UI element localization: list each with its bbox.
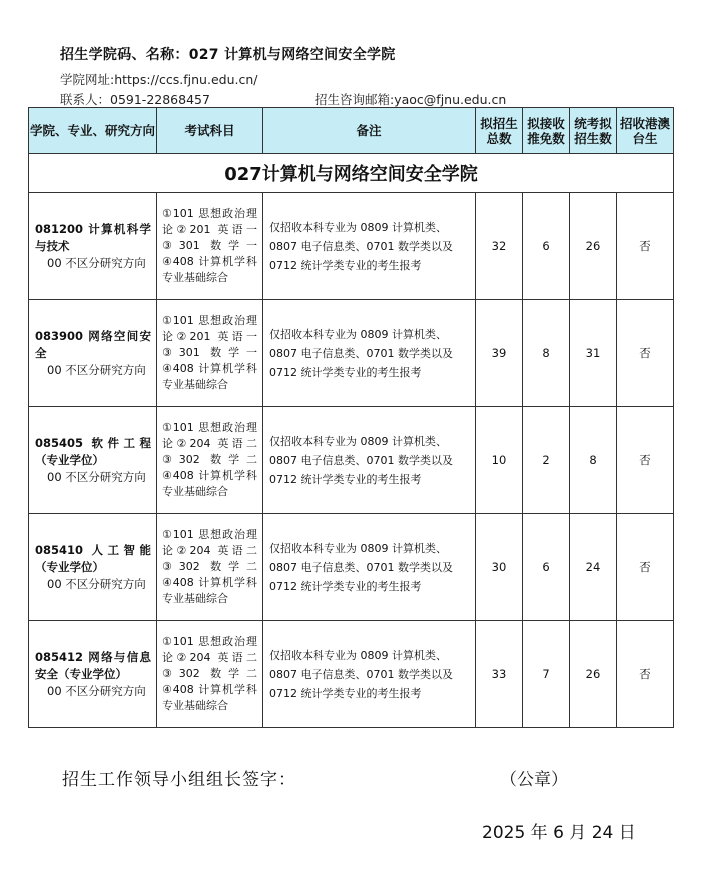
program-cell (29, 300, 157, 407)
seal-label: （公章） (500, 770, 568, 790)
header-unified: 统考拟招生数 (570, 108, 617, 154)
planned-total: 33 (476, 621, 523, 728)
contact-person: 联系人：0591-22868457 (60, 92, 210, 107)
notes: 仅招收本科专业为 0809 计算机类、0807 电子信息类、0701 数学类以及 0712 统计学类专业的考生报考 (263, 407, 476, 514)
hk-macau-tw: 否 (617, 193, 674, 300)
planned-total: 30 (476, 514, 523, 621)
program-code: 081200 计算机科学与技术 (35, 221, 151, 253)
program-code: 085410 人工智能（专业学位） (35, 542, 151, 574)
college-website: 学院网址:https://ccs.fjnu.edu.cn/ (60, 72, 258, 87)
college-heading: 招生学院码、名称：027 计算机与网络空间安全学院 (60, 47, 396, 63)
unified-count: 26 (570, 193, 617, 300)
hk-macau-tw: 否 (617, 300, 674, 407)
exam-subjects: ①101 思想政治理论②204 英语二③302 数学二④408 计算机学科专业基础综合 (157, 514, 263, 621)
table-row (29, 407, 674, 514)
research-direction: 00 不区分研究方向 (47, 469, 146, 484)
header-program: 学院、专业、研究方向 (29, 108, 157, 154)
program-cell (29, 621, 157, 728)
cropped-text-edge (0, 0, 701, 4)
signature-label: 招生工作领导小组组长签字： (62, 770, 296, 790)
exam-subjects: ①101 思想政治理论②204 英语二③302 数学二④408 计算机学科专业基础综合 (157, 621, 263, 728)
table-row (29, 193, 674, 300)
table-header-row (29, 108, 674, 154)
college-row (29, 154, 674, 193)
document-date: 2025 年 6 月 24 日 (482, 823, 636, 843)
header-planned-total: 拟招生总数 (476, 108, 523, 154)
header-subjects: 考试科目 (157, 108, 263, 154)
notes: 仅招收本科专业为 0809 计算机类、0807 电子信息类、0701 数学类以及 0712 统计学类专业的考生报考 (263, 621, 476, 728)
hk-macau-tw: 否 (617, 621, 674, 728)
program-code: 085412 网络与信息安全（专业学位） (35, 649, 151, 681)
research-direction: 00 不区分研究方向 (47, 255, 146, 270)
exam-subjects: ①101 思想政治理论②201 英语一③301 数学一④408 计算机学科专业基础综合 (157, 300, 263, 407)
header-hk-macau-tw: 招收港澳台生 (617, 108, 674, 154)
planned-total: 39 (476, 300, 523, 407)
recommended-count: 2 (523, 407, 570, 514)
hk-macau-tw: 否 (617, 514, 674, 621)
notes: 仅招收本科专业为 0809 计算机类、0807 电子信息类、0701 数学类以及 0712 统计学类专业的考生报考 (263, 300, 476, 407)
research-direction: 00 不区分研究方向 (47, 576, 146, 591)
admission-table (28, 107, 674, 728)
program-cell (29, 407, 157, 514)
unified-count: 8 (570, 407, 617, 514)
recommended-count: 8 (523, 300, 570, 407)
unified-count: 31 (570, 300, 617, 407)
table-row (29, 514, 674, 621)
header-notes: 备注 (263, 108, 476, 154)
planned-total: 10 (476, 407, 523, 514)
research-direction: 00 不区分研究方向 (47, 683, 146, 698)
unified-count: 24 (570, 514, 617, 621)
program-code: 083900 网络空间安全 (35, 328, 151, 360)
header-recommended: 拟接收推免数 (523, 108, 570, 154)
planned-total: 32 (476, 193, 523, 300)
college-name: 027计算机与网络空间安全学院 (29, 154, 674, 193)
program-cell (29, 193, 157, 300)
contact-email: 招生咨询邮箱:yaoc@fjnu.edu.cn (315, 92, 507, 107)
notes: 仅招收本科专业为 0809 计算机类、0807 电子信息类、0701 数学类以及 0712 统计学类专业的考生报考 (263, 514, 476, 621)
hk-macau-tw: 否 (617, 407, 674, 514)
research-direction: 00 不区分研究方向 (47, 362, 146, 377)
recommended-count: 7 (523, 621, 570, 728)
unified-count: 26 (570, 621, 617, 728)
recommended-count: 6 (523, 193, 570, 300)
exam-subjects: ①101 思想政治理论②201 英语一③301 数学一④408 计算机学科专业基础综合 (157, 193, 263, 300)
table-row (29, 300, 674, 407)
program-code: 085405 软件工程（专业学位） (35, 435, 151, 467)
notes: 仅招收本科专业为 0809 计算机类、0807 电子信息类、0701 数学类以及 0712 统计学类专业的考生报考 (263, 193, 476, 300)
recommended-count: 6 (523, 514, 570, 621)
exam-subjects: ①101 思想政治理论②204 英语二③302 数学二④408 计算机学科专业基础综合 (157, 407, 263, 514)
program-cell (29, 514, 157, 621)
table-row (29, 621, 674, 728)
